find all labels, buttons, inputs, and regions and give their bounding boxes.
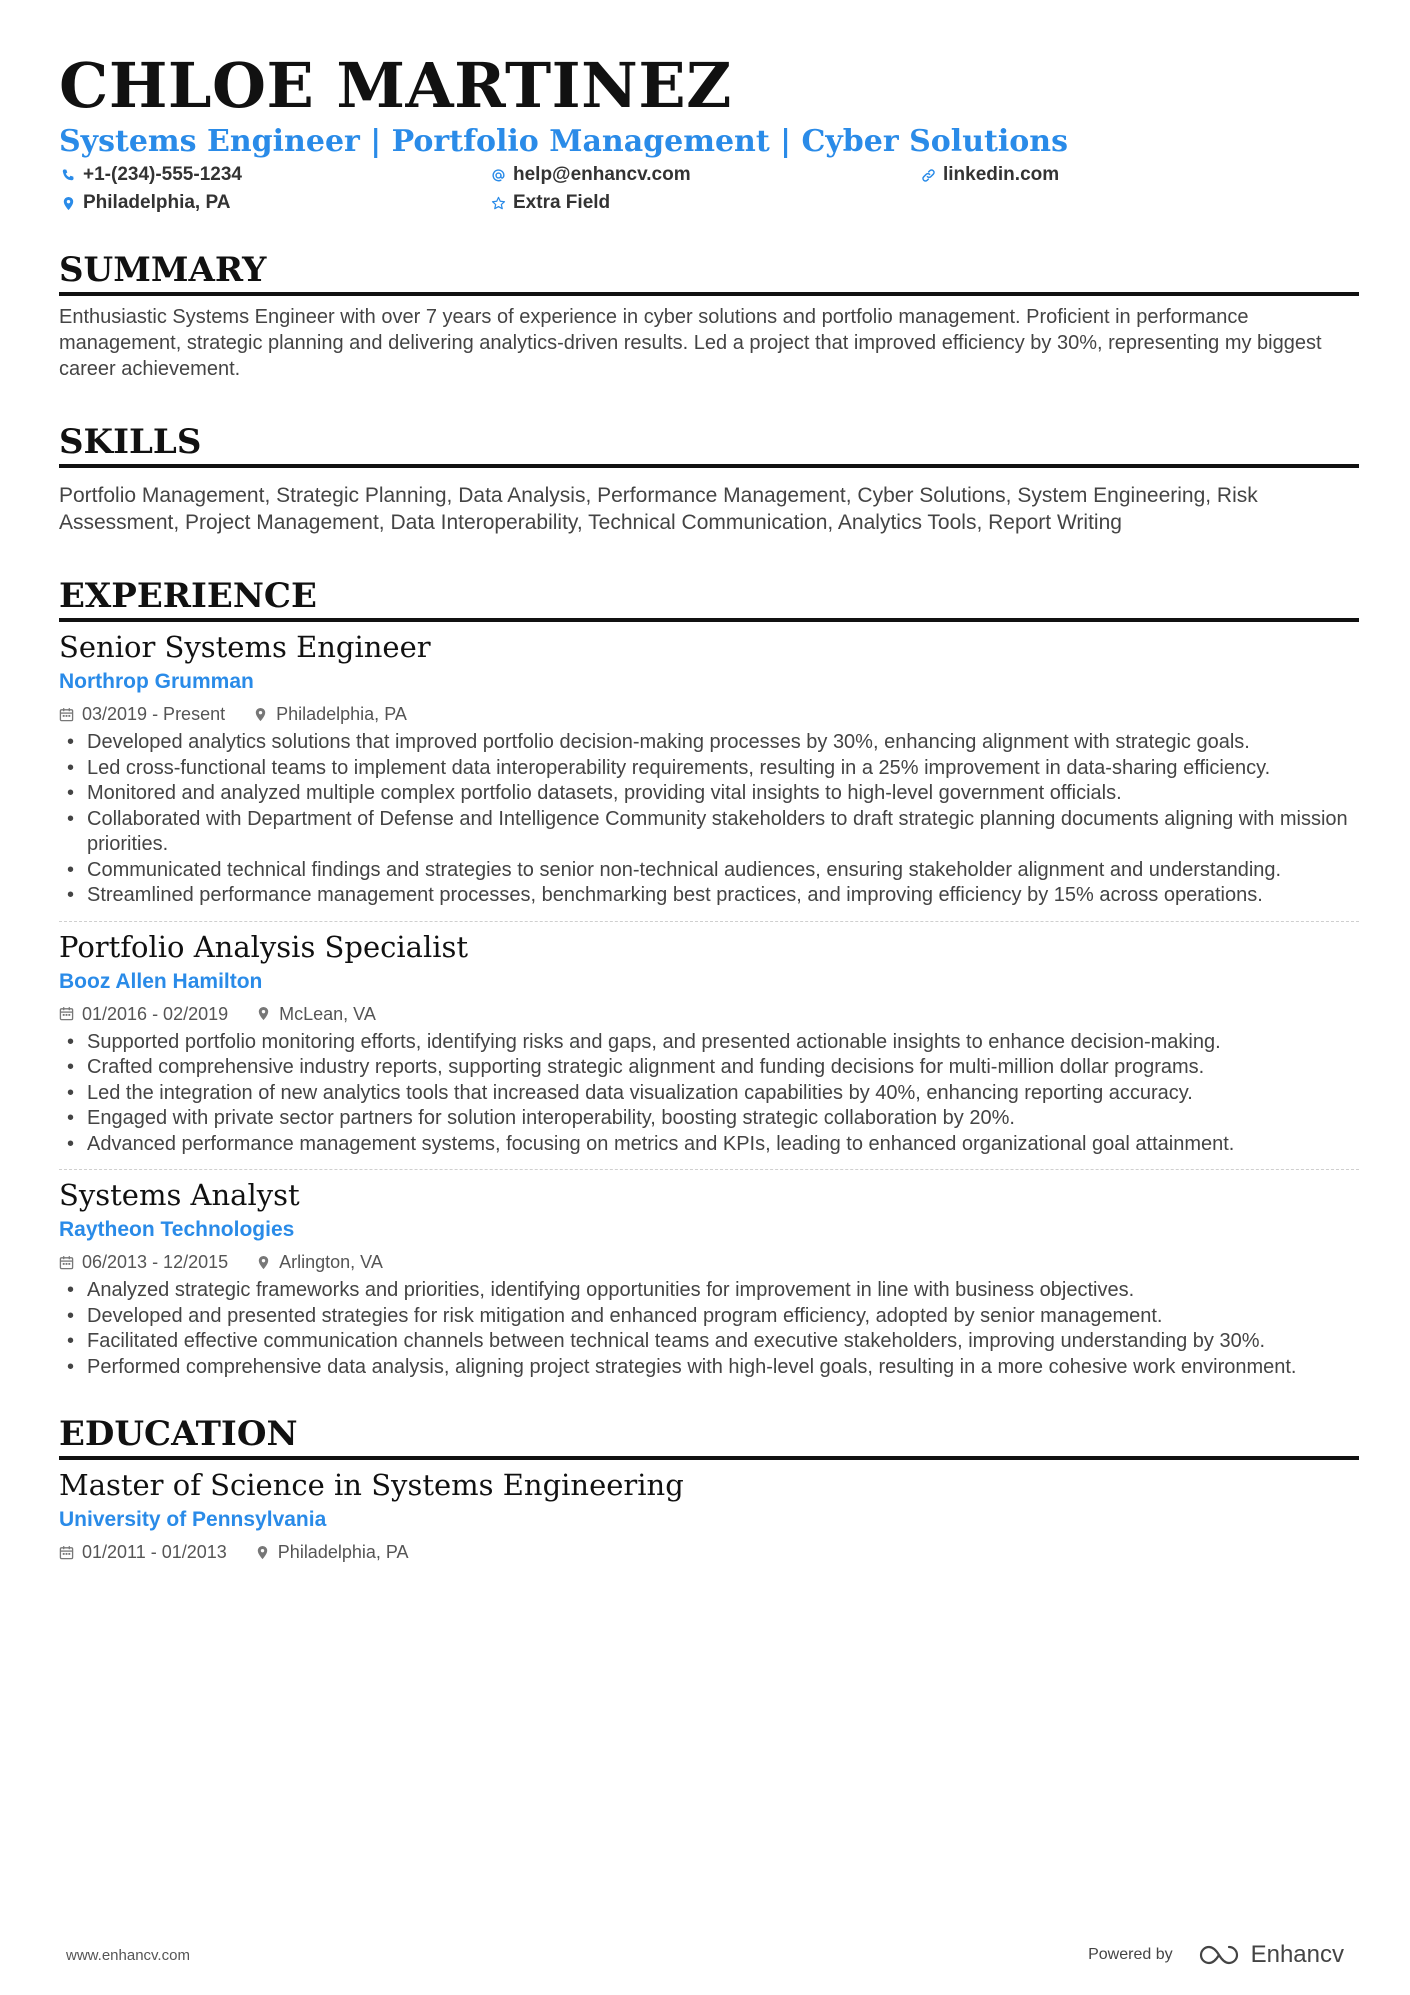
job-location (256, 1250, 383, 1274)
bullet-item: • Crafted comprehensive industry reports, supporting strategic alignment and funding decisions for multi-million dollar programs. (59, 1055, 1359, 1081)
job-title: Senior Systems Engineer (59, 630, 431, 664)
bullet-item: • Facilitated effective communication channels between technical teams and executive stakeholders, improving understanding by 30%. (59, 1329, 1359, 1355)
experience-heading: EXPERIENCE (59, 576, 1359, 622)
education-location-text: Philadelphia, PA (277, 1542, 409, 1562)
education-entry (59, 1466, 1359, 1570)
bullet-item: • Streamlined performance management processes, benchmarking best practices, and improving efficiency by 15% across operations. (59, 883, 1359, 909)
resume-header (59, 48, 1359, 214)
summary-section (59, 250, 1359, 382)
skills-text: Portfolio Management, Strategic Planning, Data Analysis, Performance Management, Cyber Solutions, System Engineering, Risk Assessment, Project Management, Data Interoperability, Technical Communication, Analytics Tools, Report Writing (59, 484, 1258, 534)
resume-page (59, 48, 1359, 1570)
at-icon (489, 166, 507, 184)
job-bullets (59, 1030, 1359, 1158)
experience-section (59, 576, 1359, 1386)
job-entry (59, 1169, 1359, 1386)
extra-field-text: Extra Field (513, 192, 611, 213)
bullet-item: • Communicated technical findings and strategies to senior non-technical audiences, ensuring stakeholder alignment and understanding. (59, 858, 1359, 884)
email-text: help@enhancv.com (513, 164, 691, 185)
job-dates-text: 03/2019 - Present (82, 704, 226, 724)
summary-heading: SUMMARY (59, 250, 1359, 296)
job-location (256, 1002, 376, 1026)
job-bullets (59, 730, 1359, 909)
page-footer (66, 1940, 1344, 1970)
bullet-item: • Developed analytics solutions that improved portfolio decision-making processes by 30%, enhancing alignment with strategic goals. (59, 730, 1359, 756)
enhancv-brand-text: Enhancv (1250, 1941, 1344, 1968)
phone-text: +1-(234)-555-1234 (83, 164, 242, 185)
linkedin-text: linkedin.com (943, 164, 1060, 185)
powered-by-label: Powered by (1088, 1946, 1173, 1963)
job-title: Systems Analyst (59, 1178, 300, 1212)
bullet-item: • Developed and presented strategies for risk mitigation and enhanced program efficiency, adopted by senior management. (59, 1304, 1359, 1330)
company-name[interactable]: Northrop Grumman (59, 670, 254, 693)
job-title: Portfolio Analysis Specialist (59, 929, 469, 964)
job-bullets (59, 1278, 1359, 1380)
job-dates (59, 1250, 228, 1274)
degree-title: Master of Science in Systems Engineering (59, 1468, 684, 1502)
enhancv-logo[interactable] (1199, 1941, 1344, 1969)
skills-heading: SKILLS (59, 422, 1359, 468)
bullet-item: • Collaborated with Department of Defense and Intelligence Community stakeholders to draft strategic planning documents aligning with mission priorities. (59, 807, 1359, 858)
calendar-icon (59, 1006, 74, 1021)
contact-linkedin[interactable] (919, 164, 1219, 186)
contact-location (59, 192, 489, 214)
calendar-icon (59, 707, 74, 722)
education-dates-text: 01/2011 - 01/2013 (82, 1542, 227, 1562)
job-dates-text: 06/2013 - 12/2015 (82, 1252, 229, 1272)
job-dates (59, 1002, 228, 1026)
job-location-text: Arlington, VA (279, 1252, 383, 1272)
education-meta (59, 1540, 1359, 1564)
bullet-item: • Performed comprehensive data analysis, aligning project strategies with high-level goals, resulting in a more cohesive work environment. (59, 1355, 1359, 1381)
calendar-icon (59, 1545, 74, 1560)
footer-url[interactable]: www.enhancv.com (66, 1946, 190, 1964)
job-location-text: Philadelphia, PA (276, 704, 407, 724)
link-icon (919, 166, 937, 184)
location-pin-icon (253, 707, 268, 722)
job-location (253, 702, 407, 726)
phone-icon (59, 166, 77, 184)
job-meta (59, 702, 1359, 726)
contact-extra (489, 192, 919, 214)
location-pin-icon (255, 1545, 270, 1560)
education-heading: EDUCATION (59, 1414, 1359, 1460)
skills-section (59, 422, 1359, 536)
job-meta (59, 1250, 1359, 1274)
bullet-item: • Analyzed strategic frameworks and priorities, identifying opportunities for improvement in line with business objectives. (59, 1278, 1359, 1304)
bullet-item: • Led cross-functional teams to implement data interoperability requirements, resulting in a 25% improvement in data-sharing efficiency. (59, 756, 1359, 782)
location-text: Philadelphia, PA (83, 192, 231, 213)
contact-phone[interactable] (59, 164, 489, 186)
bullet-item: • Supported portfolio monitoring efforts, identifying risks and gaps, and presented actionable insights to enhance decision-making. (59, 1030, 1359, 1056)
company-name[interactable]: Raytheon Technologies (59, 1218, 295, 1241)
candidate-headline: Systems Engineer | Portfolio Management | Cyber Solutions (59, 124, 1068, 159)
location-pin-icon (59, 194, 77, 212)
calendar-icon (59, 1255, 74, 1270)
education-dates (59, 1540, 227, 1564)
bullet-item: • Advanced performance management systems, focusing on metrics and KPIs, leading to enhanced organizational goal attainment. (59, 1132, 1359, 1158)
enhancv-logo-icon (1199, 1944, 1243, 1966)
star-icon (489, 194, 507, 212)
candidate-name: CHLOE MARTINEZ (59, 49, 732, 122)
bullet-item: • Monitored and analyzed multiple complex portfolio datasets, providing vital insights to high-level government officials. (59, 781, 1359, 807)
bullet-item: • Engaged with private sector partners for solution interoperability, boosting strategic collaboration by 20%. (59, 1106, 1359, 1132)
contact-email[interactable] (489, 164, 919, 186)
job-entry (59, 921, 1359, 1164)
powered-by (1088, 1941, 1344, 1969)
company-name[interactable]: Booz Allen Hamilton (59, 969, 263, 993)
job-dates (59, 702, 225, 726)
job-entry (59, 628, 1359, 915)
location-pin-icon (256, 1006, 271, 1021)
school-name[interactable]: University of Pennsylvania (59, 1508, 327, 1531)
contact-list (59, 164, 1359, 214)
job-meta (59, 1002, 1359, 1026)
location-pin-icon (256, 1255, 271, 1270)
bullet-item: • Led the integration of new analytics tools that increased data visualization capabilities by 40%, enhancing reporting accuracy. (59, 1081, 1359, 1107)
education-section (59, 1414, 1359, 1570)
job-dates-text: 01/2016 - 02/2019 (82, 1003, 229, 1024)
summary-text: Enthusiastic Systems Engineer with over 7 years of experience in cyber solutions and portfolio management. Proficient in performance management, strategic planning and delivering analytics-driven results. Led a project that improved efficiency by 30%, representing my biggest career achievement. (59, 306, 1322, 380)
education-location (255, 1540, 409, 1564)
job-location-text: McLean, VA (279, 1003, 376, 1024)
